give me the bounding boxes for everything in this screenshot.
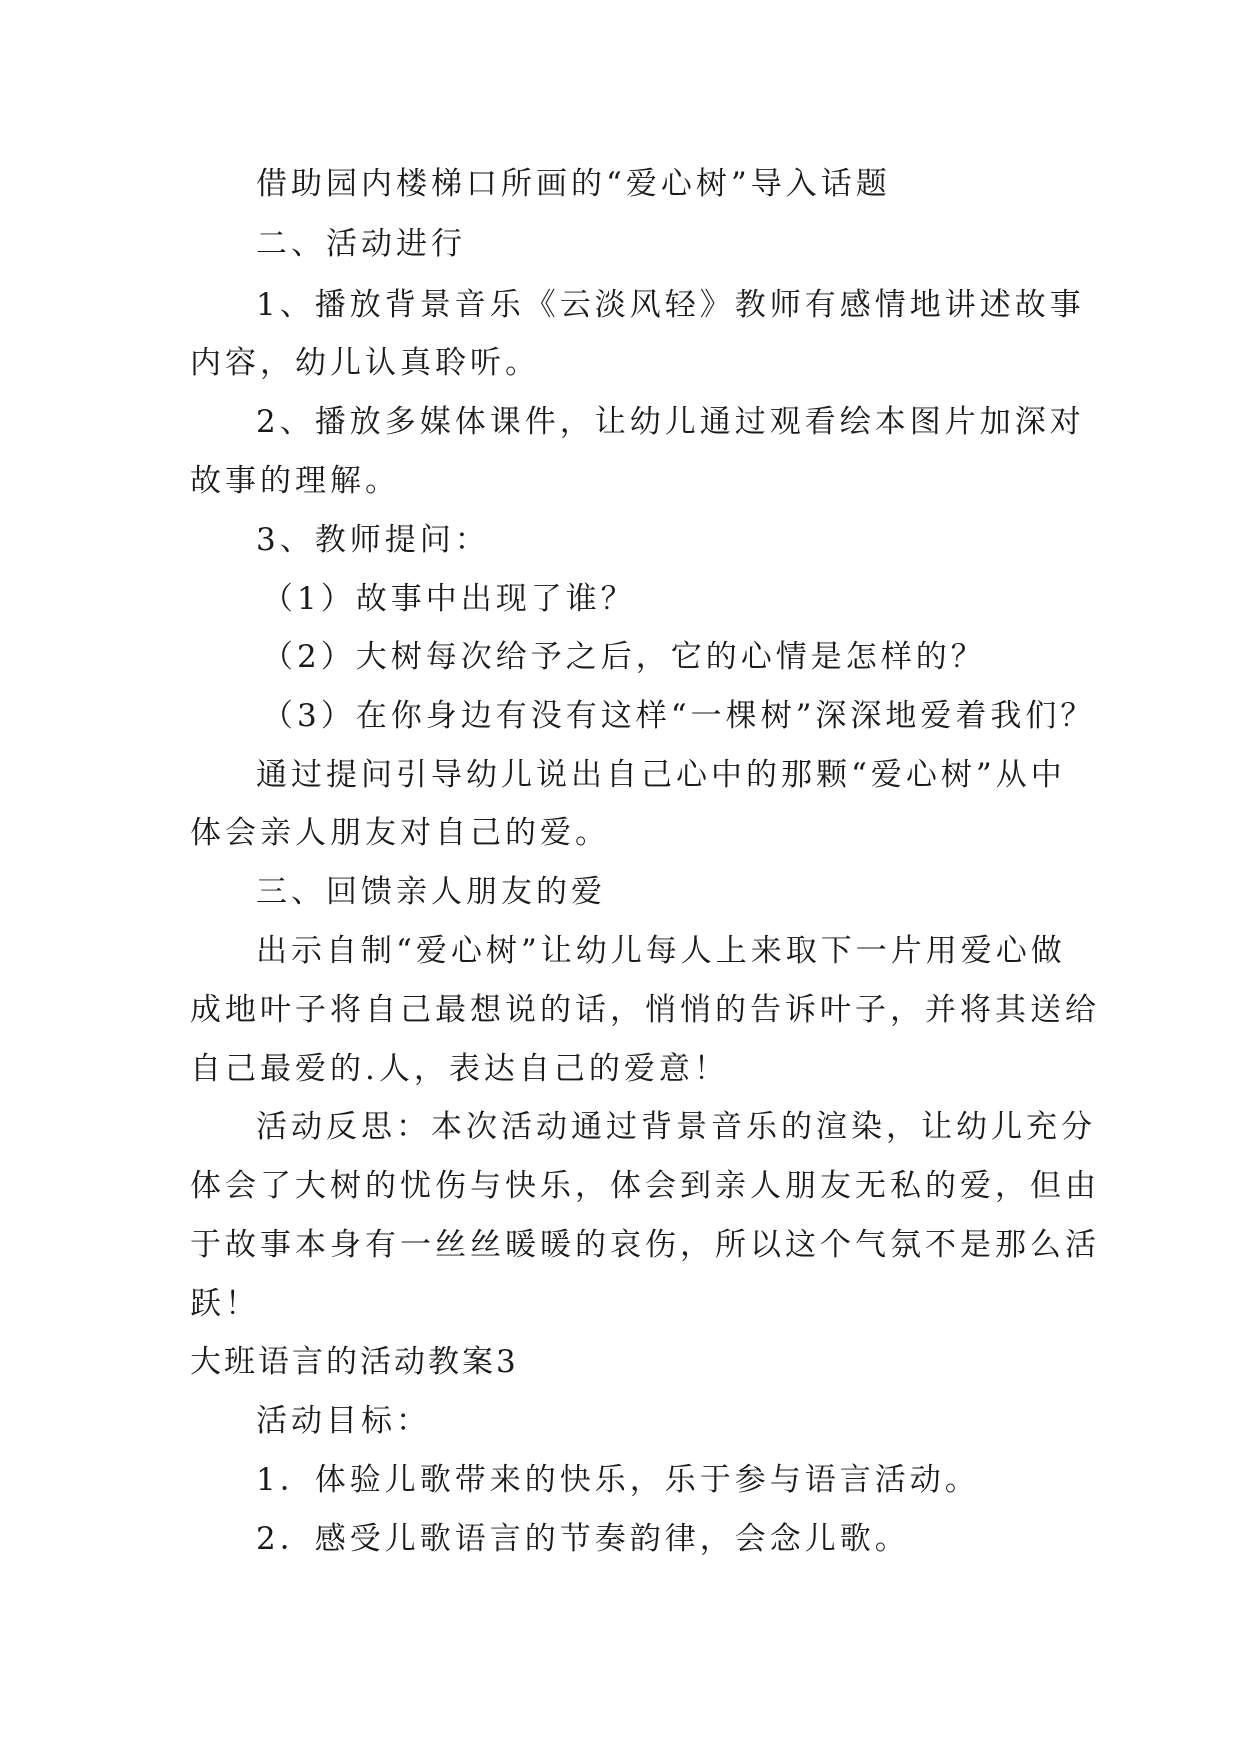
paragraph-line: 于故事本身有一丝丝暖暖的哀伤，所以这个气氛不是那么活 <box>190 1227 1100 1263</box>
objective-item: 1．体验儿歌带来的快乐，乐于参与语言活动。 <box>256 1462 980 1498</box>
document-title: 大班语言的活动教案3 <box>190 1344 519 1380</box>
paragraph-line: 2、播放多媒体课件，让幼儿通过观看绘本图片加深对 <box>256 404 1085 440</box>
section-heading: 活动目标： <box>256 1403 431 1439</box>
paragraph-line: 体会亲人朋友对自己的爱。 <box>190 815 610 851</box>
paragraph-line: 故事的理解。 <box>190 463 400 499</box>
question-item: （2）大树每次给予之后，它的心情是怎样的？ <box>262 639 986 675</box>
question-item: （3）在你身边有没有这样“一棵树”深深地爱着我们？ <box>262 698 1096 734</box>
paragraph-line: 出示自制“爱心树”让幼儿每人上来取下一片用爱心做 <box>256 933 1066 969</box>
objective-item: 2．感受儿歌语言的节奏韵律，会念儿歌。 <box>256 1521 910 1557</box>
paragraph-line: 活动反思：本次活动通过背景音乐的渲染，让幼儿充分 <box>256 1109 1096 1145</box>
question-item: （1）故事中出现了谁？ <box>262 581 636 617</box>
paragraph-line: 体会了大树的忧伤与快乐，体会到亲人朋友无私的爱，但由 <box>190 1168 1100 1204</box>
paragraph-line: 1、播放背景音乐《云淡风轻》教师有感情地讲述故事 <box>256 287 1085 323</box>
paragraph-line: 3、教师提问： <box>256 522 490 558</box>
section-heading: 二、活动进行 <box>256 226 466 262</box>
paragraph-line: 内容，幼儿认真聆听。 <box>190 345 540 381</box>
paragraph-line: 成地叶子将自己最想说的话，悄悄的告诉叶子，并将其送给 <box>190 992 1100 1028</box>
paragraph-line: 跃！ <box>190 1286 260 1322</box>
paragraph-line: 借助园内楼梯口所画的“爱心树”导入话题 <box>256 166 891 202</box>
paragraph-line: 自己最爱的.人，表达自己的爱意！ <box>190 1051 729 1087</box>
section-heading: 三、回馈亲人朋友的爱 <box>256 874 606 910</box>
paragraph-line: 通过提问引导幼儿说出自己心中的那颗“爱心树”从中 <box>256 757 1066 793</box>
